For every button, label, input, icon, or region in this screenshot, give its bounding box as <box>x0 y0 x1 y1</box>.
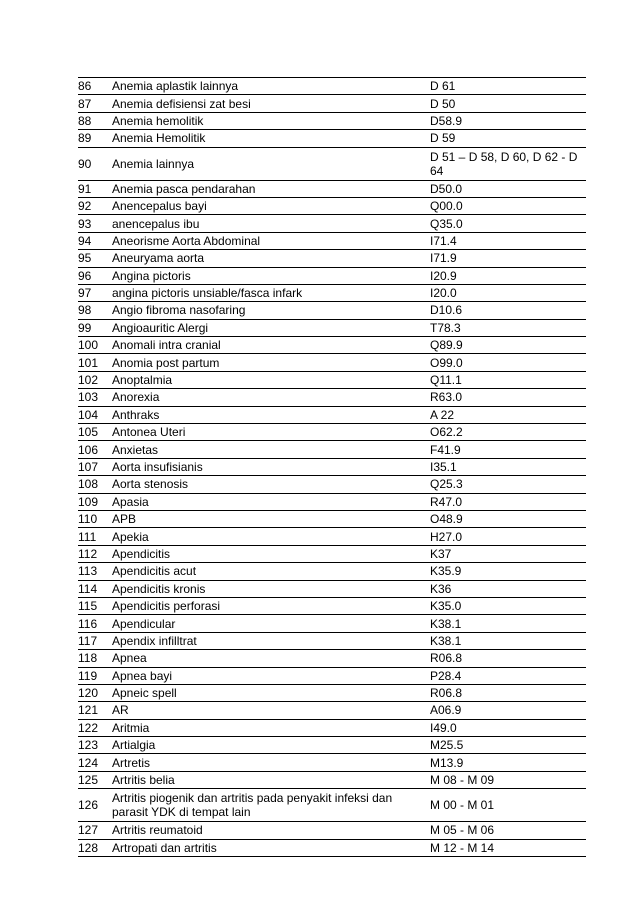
table-row <box>78 719 586 736</box>
diagnosis-name: Anemia defisiensi zat besi <box>112 95 430 112</box>
row-number: 86 <box>78 78 112 95</box>
row-number: 122 <box>78 719 112 736</box>
row-number: 103 <box>78 389 112 406</box>
diagnosis-name: Artretis <box>112 754 430 771</box>
table-row <box>78 650 586 667</box>
table-row <box>78 95 586 112</box>
row-number: 94 <box>78 232 112 249</box>
icd-code: M 12 - M 14 <box>430 839 586 856</box>
diagnosis-name: Aritmia <box>112 719 430 736</box>
row-number: 106 <box>78 441 112 458</box>
icd-code: M25.5 <box>430 737 586 754</box>
table-row <box>78 528 586 545</box>
diagnosis-name: anencepalus ibu <box>112 215 430 232</box>
row-number: 89 <box>78 130 112 147</box>
row-number: 108 <box>78 476 112 493</box>
row-number: 112 <box>78 545 112 562</box>
diagnosis-code-table <box>78 77 586 857</box>
icd-code: Q00.0 <box>430 197 586 214</box>
row-number: 120 <box>78 684 112 701</box>
table-row <box>78 493 586 510</box>
row-number: 125 <box>78 771 112 788</box>
diagnosis-name: Apendicitis kronis <box>112 580 430 597</box>
icd-code: I20.0 <box>430 284 586 301</box>
table-row <box>78 130 586 147</box>
diagnosis-name: Angina pictoris <box>112 267 430 284</box>
row-number: 113 <box>78 563 112 580</box>
diagnosis-name: Aneorisme Aorta Abdominal <box>112 232 430 249</box>
icd-code: I49.0 <box>430 719 586 736</box>
icd-code: Q35.0 <box>430 215 586 232</box>
icd-code: M13.9 <box>430 754 586 771</box>
icd-code: D 59 <box>430 130 586 147</box>
table-row <box>78 771 586 788</box>
icd-code: K36 <box>430 580 586 597</box>
table-row <box>78 563 586 580</box>
row-number: 96 <box>78 267 112 284</box>
table-row <box>78 180 586 197</box>
row-number: 90 <box>78 147 112 180</box>
row-number: 128 <box>78 839 112 856</box>
icd-code: M 00 - M 01 <box>430 789 586 822</box>
row-number: 88 <box>78 112 112 129</box>
icd-code: O48.9 <box>430 510 586 527</box>
table-row <box>78 684 586 701</box>
icd-code: O99.0 <box>430 354 586 371</box>
icd-code: D 50 <box>430 95 586 112</box>
icd-code: D10.6 <box>430 302 586 319</box>
diagnosis-name: Anencepalus bayi <box>112 197 430 214</box>
table-row <box>78 476 586 493</box>
diagnosis-name: Anemia lainnya <box>112 147 430 180</box>
table-row <box>78 78 586 95</box>
row-number: 102 <box>78 371 112 388</box>
row-number: 123 <box>78 737 112 754</box>
row-number: 95 <box>78 250 112 267</box>
icd-code: M 05 - M 06 <box>430 822 586 839</box>
diagnosis-name: Aneuryama aorta <box>112 250 430 267</box>
diagnosis-name: Aorta stenosis <box>112 476 430 493</box>
table-row <box>78 302 586 319</box>
table-row <box>78 267 586 284</box>
diagnosis-name: Apnea bayi <box>112 667 430 684</box>
table-row <box>78 839 586 856</box>
diagnosis-name: Apendicitis perforasi <box>112 597 430 614</box>
diagnosis-name: Artritis piogenik dan artritis pada penyakit infeksi dan parasit YDK di tempat lain <box>112 789 430 822</box>
table-row <box>78 354 586 371</box>
icd-code: D 51 – D 58, D 60, D 62 - D 64 <box>430 147 586 180</box>
diagnosis-name: Artialgia <box>112 737 430 754</box>
diagnosis-name: Apneic spell <box>112 684 430 701</box>
table-row <box>78 458 586 475</box>
diagnosis-name: AR <box>112 702 430 719</box>
diagnosis-name: Apendicitis acut <box>112 563 430 580</box>
row-number: 104 <box>78 406 112 423</box>
icd-code: I35.1 <box>430 458 586 475</box>
icd-code: K37 <box>430 545 586 562</box>
row-number: 98 <box>78 302 112 319</box>
diagnosis-name: Anemia pasca pendarahan <box>112 180 430 197</box>
icd-code: H27.0 <box>430 528 586 545</box>
table-row <box>78 754 586 771</box>
table-row <box>78 232 586 249</box>
table-row <box>78 441 586 458</box>
table-row <box>78 215 586 232</box>
icd-code: I71.9 <box>430 250 586 267</box>
icd-code: D 61 <box>430 78 586 95</box>
icd-code: P28.4 <box>430 667 586 684</box>
icd-code: Q11.1 <box>430 371 586 388</box>
table-row <box>78 597 586 614</box>
icd-code: K35.0 <box>430 597 586 614</box>
icd-code: R06.8 <box>430 650 586 667</box>
row-number: 93 <box>78 215 112 232</box>
table-row <box>78 319 586 336</box>
row-number: 117 <box>78 632 112 649</box>
row-number: 124 <box>78 754 112 771</box>
icd-code: I20.9 <box>430 267 586 284</box>
diagnosis-name: Angioauritic Alergi <box>112 319 430 336</box>
row-number: 115 <box>78 597 112 614</box>
icd-code: A06.9 <box>430 702 586 719</box>
diagnosis-name: Anemia aplastik lainnya <box>112 78 430 95</box>
icd-code: O62.2 <box>430 424 586 441</box>
icd-code: D58.9 <box>430 112 586 129</box>
row-number: 111 <box>78 528 112 545</box>
row-number: 99 <box>78 319 112 336</box>
diagnosis-name: Apendicitis <box>112 545 430 562</box>
icd-code: Q89.9 <box>430 337 586 354</box>
row-number: 100 <box>78 337 112 354</box>
row-number: 114 <box>78 580 112 597</box>
table-row <box>78 667 586 684</box>
row-number: 101 <box>78 354 112 371</box>
table-row <box>78 371 586 388</box>
diagnosis-name: Anoptalmia <box>112 371 430 388</box>
row-number: 87 <box>78 95 112 112</box>
diagnosis-name: Anemia Hemolitik <box>112 130 430 147</box>
diagnosis-name: Angio fibroma nasofaring <box>112 302 430 319</box>
icd-code: A 22 <box>430 406 586 423</box>
icd-code: R63.0 <box>430 389 586 406</box>
diagnosis-name: Anomali intra cranial <box>112 337 430 354</box>
table-row <box>78 424 586 441</box>
icd-code: T78.3 <box>430 319 586 336</box>
row-number: 119 <box>78 667 112 684</box>
diagnosis-name: Anomia post partum <box>112 354 430 371</box>
row-number: 127 <box>78 822 112 839</box>
diagnosis-name: Apendix infilltrat <box>112 632 430 649</box>
table-row <box>78 789 586 822</box>
row-number: 92 <box>78 197 112 214</box>
icd-code: M 08 - M 09 <box>430 771 586 788</box>
row-number: 110 <box>78 510 112 527</box>
icd-code: K38.1 <box>430 615 586 632</box>
row-number: 118 <box>78 650 112 667</box>
diagnosis-name: angina pictoris unsiable/fasca infark <box>112 284 430 301</box>
diagnosis-name: Artritis reumatoid <box>112 822 430 839</box>
icd-code: F41.9 <box>430 441 586 458</box>
row-number: 91 <box>78 180 112 197</box>
table-row <box>78 284 586 301</box>
diagnosis-name: Antonea Uteri <box>112 424 430 441</box>
icd-code: I71.4 <box>430 232 586 249</box>
diagnosis-name: Apendicular <box>112 615 430 632</box>
icd-code: D50.0 <box>430 180 586 197</box>
icd-code: K38.1 <box>430 632 586 649</box>
table-row <box>78 389 586 406</box>
table-row <box>78 632 586 649</box>
row-number: 116 <box>78 615 112 632</box>
table-row <box>78 822 586 839</box>
row-number: 105 <box>78 424 112 441</box>
row-number: 126 <box>78 789 112 822</box>
row-number: 97 <box>78 284 112 301</box>
diagnosis-name: Apnea <box>112 650 430 667</box>
icd-code: Q25.3 <box>430 476 586 493</box>
table-row <box>78 737 586 754</box>
table-row <box>78 112 586 129</box>
icd-code: K35.9 <box>430 563 586 580</box>
diagnosis-name: Apekia <box>112 528 430 545</box>
table-row <box>78 615 586 632</box>
diagnosis-name: Anemia hemolitik <box>112 112 430 129</box>
diagnosis-name: Artropati dan artritis <box>112 839 430 856</box>
diagnosis-name: Artritis belia <box>112 771 430 788</box>
diagnosis-name: Aorta insufisianis <box>112 458 430 475</box>
diagnosis-name: Anorexia <box>112 389 430 406</box>
icd-code: R06.8 <box>430 684 586 701</box>
table-row <box>78 250 586 267</box>
row-number: 107 <box>78 458 112 475</box>
icd-code: R47.0 <box>430 493 586 510</box>
table-row <box>78 545 586 562</box>
diagnosis-name: Anthraks <box>112 406 430 423</box>
table-row <box>78 147 586 180</box>
table-row <box>78 702 586 719</box>
table-row <box>78 197 586 214</box>
diagnosis-name: Anxietas <box>112 441 430 458</box>
row-number: 121 <box>78 702 112 719</box>
table-row <box>78 580 586 597</box>
row-number: 109 <box>78 493 112 510</box>
table-body <box>78 78 586 857</box>
table-row <box>78 406 586 423</box>
diagnosis-name: APB <box>112 510 430 527</box>
diagnosis-name: Apasia <box>112 493 430 510</box>
table-row <box>78 510 586 527</box>
table-row <box>78 337 586 354</box>
